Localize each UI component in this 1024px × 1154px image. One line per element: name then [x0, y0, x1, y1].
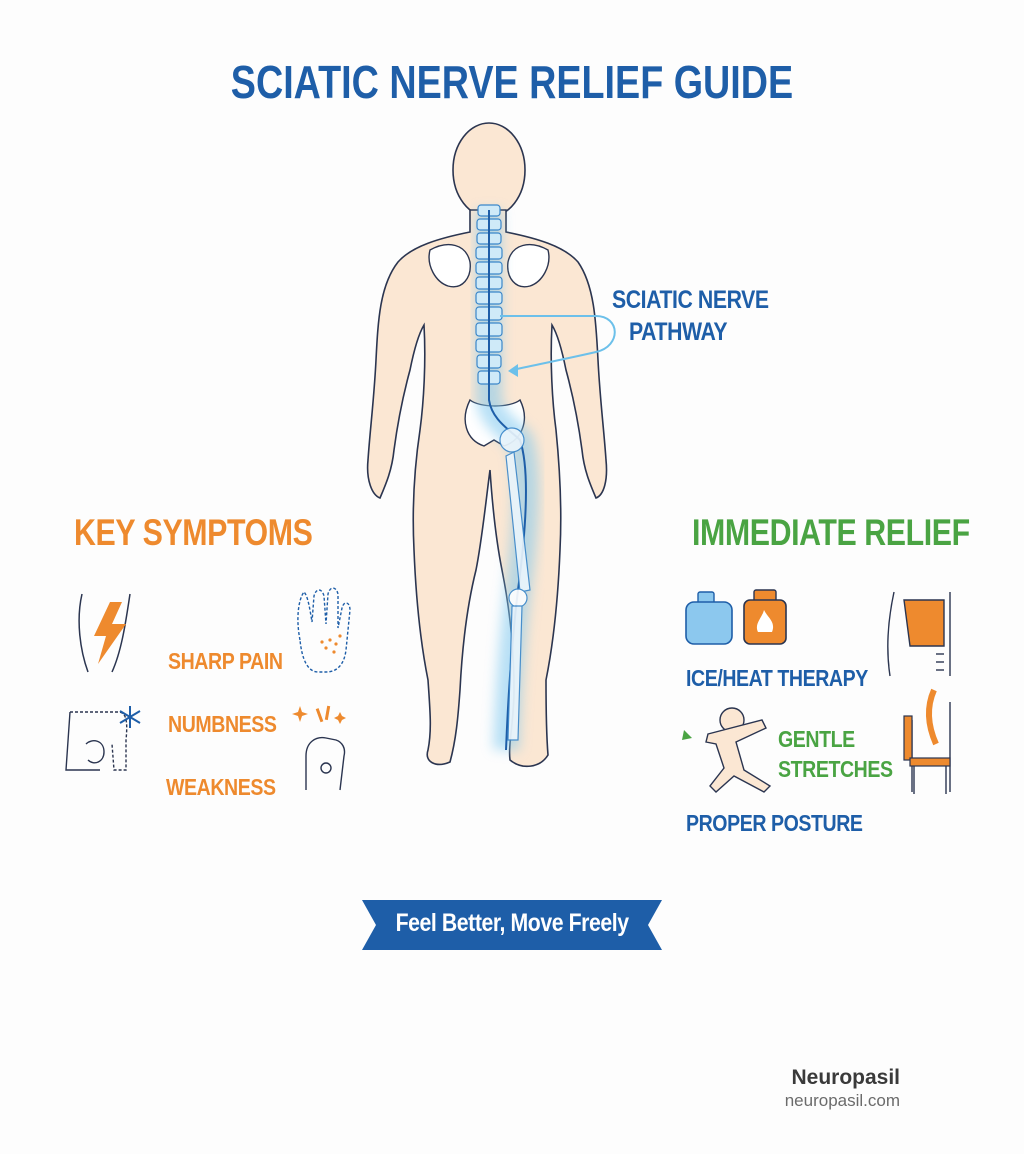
page-title: SCIATIC NERVE RELIEF GUIDE — [230, 56, 794, 108]
symptoms-heading: KEY SYMPTOMS — [74, 512, 313, 553]
nerve-label-line1: SCIATIC NERVE — [612, 286, 769, 314]
stretches-line1: GENTLE — [778, 726, 855, 752]
relief-posture: PROPER POSTURE — [686, 810, 863, 836]
banner-text: Feel Better, Move Freely — [395, 909, 629, 937]
symptom-sharp-pain: SHARP PAIN — [168, 648, 283, 674]
brand-name: Neuropasil — [791, 1066, 900, 1089]
relief-heading: IMMEDIATE RELIEF — [692, 512, 970, 553]
brand-url: neuropasil.com — [784, 1091, 900, 1110]
symptom-weakness: WEAKNESS — [166, 774, 276, 800]
symptom-numbness: NUMBNESS — [168, 711, 277, 737]
relief-ice-heat: ICE/HEAT THERAPY — [686, 665, 868, 691]
relief-stretches — [778, 724, 893, 784]
nerve-label-line2: PATHWAY — [629, 318, 728, 346]
nerve-pathway-label — [612, 284, 769, 348]
stretches-line2: STRETCHES — [778, 756, 893, 782]
